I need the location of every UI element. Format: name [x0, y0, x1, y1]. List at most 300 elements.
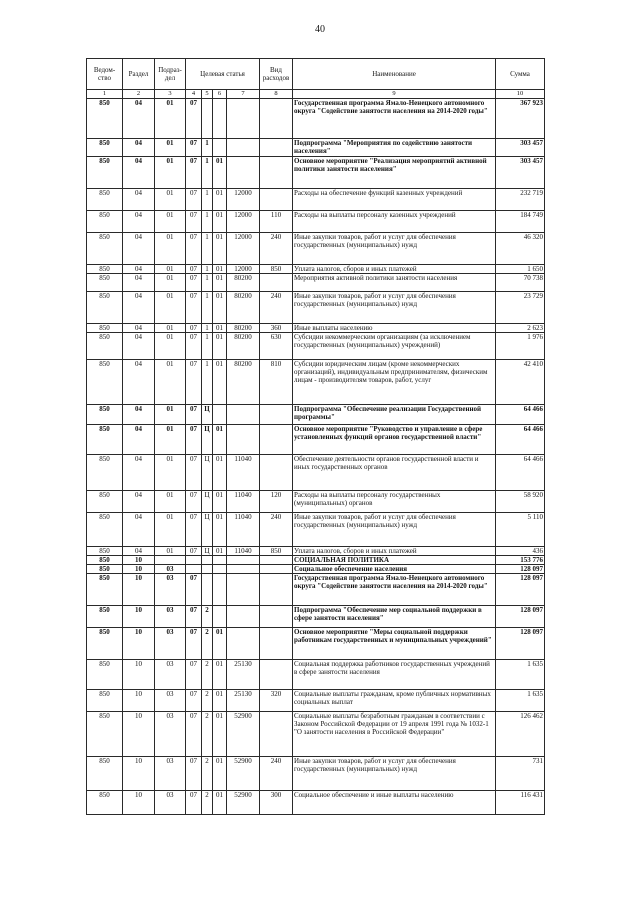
cell-razdel: 04: [123, 99, 155, 139]
cell-target-subprogram: 1: [202, 189, 213, 211]
cell-target-activity: 01: [213, 333, 227, 360]
cell-target-subprogram: Ц: [202, 513, 213, 547]
page-number: 40: [315, 24, 325, 35]
cell-vedomstvo: 850: [87, 547, 123, 556]
cell-podrazdel: 01: [155, 513, 186, 547]
column-number: 9: [293, 90, 496, 99]
cell-target-direction: 11040: [227, 491, 260, 513]
cell-podrazdel: 01: [155, 265, 186, 274]
cell-summa: 64 466: [496, 455, 545, 491]
cell-summa: 126 462: [496, 712, 545, 757]
cell-target-program: [186, 565, 202, 574]
cell-target-activity: 01: [213, 233, 227, 265]
cell-vedomstvo: 850: [87, 757, 123, 791]
cell-naimenovanie: Расходы на выплаты персоналу казенных учреждений: [293, 211, 496, 233]
cell-target-direction: [227, 606, 260, 628]
cell-vid-raskhodov: 850: [260, 547, 293, 556]
cell-vid-raskhodov: [260, 425, 293, 455]
header-vid-raskhodov: Вид расходов: [260, 59, 293, 90]
cell-target-direction: 12000: [227, 211, 260, 233]
cell-razdel: 04: [123, 455, 155, 491]
table-row: [87, 292, 545, 324]
cell-razdel: 04: [123, 274, 155, 292]
cell-target-activity: 01: [213, 157, 227, 189]
table-row: [87, 99, 545, 139]
cell-target-program: 07: [186, 139, 202, 157]
column-number: 3: [155, 90, 186, 99]
cell-target-subprogram: Ц: [202, 405, 213, 425]
cell-target-direction: [227, 556, 260, 565]
cell-podrazdel: 01: [155, 333, 186, 360]
cell-naimenovanie: Подпрограмма "Обеспечение реализации Государственной программы": [293, 405, 496, 425]
cell-razdel: 10: [123, 628, 155, 660]
cell-target-direction: 12000: [227, 265, 260, 274]
cell-vid-raskhodov: [260, 606, 293, 628]
cell-target-subprogram: 1: [202, 274, 213, 292]
cell-target-program: 07: [186, 233, 202, 265]
cell-target-subprogram: Ц: [202, 455, 213, 491]
cell-razdel: 10: [123, 565, 155, 574]
cell-target-activity: 01: [213, 628, 227, 660]
cell-target-activity: [213, 405, 227, 425]
table-row: [87, 628, 545, 660]
cell-target-subprogram: [202, 99, 213, 139]
cell-summa: 1 650: [496, 265, 545, 274]
table-row: [87, 265, 545, 274]
cell-naimenovanie: Социальное обеспечение и иные выплаты населению: [293, 791, 496, 815]
cell-vid-raskhodov: [260, 405, 293, 425]
cell-target-activity: [213, 139, 227, 157]
cell-vid-raskhodov: 240: [260, 757, 293, 791]
cell-razdel: 10: [123, 574, 155, 606]
cell-summa: 731: [496, 757, 545, 791]
cell-target-subprogram: 1: [202, 292, 213, 324]
cell-vid-raskhodov: [260, 455, 293, 491]
cell-vedomstvo: 850: [87, 265, 123, 274]
cell-summa: 232 719: [496, 189, 545, 211]
cell-target-direction: 25130: [227, 690, 260, 712]
cell-naimenovanie: Социальные выплаты безработным гражданам в соответствии с Законом Российской Федерации от 19 апреля 1991 года № 1032-1 "О занятости населения в Российской Федерации": [293, 712, 496, 757]
table-body: [87, 99, 545, 815]
cell-razdel: 04: [123, 360, 155, 405]
cell-target-subprogram: 1: [202, 211, 213, 233]
cell-target-subprogram: 1: [202, 265, 213, 274]
cell-target-activity: 01: [213, 274, 227, 292]
cell-target-subprogram: 2: [202, 606, 213, 628]
table-row: [87, 274, 545, 292]
cell-vedomstvo: 850: [87, 791, 123, 815]
cell-vid-raskhodov: 810: [260, 360, 293, 405]
cell-vedomstvo: 850: [87, 425, 123, 455]
cell-target-direction: [227, 139, 260, 157]
cell-target-subprogram: [202, 565, 213, 574]
cell-target-subprogram: 1: [202, 360, 213, 405]
cell-vid-raskhodov: [260, 574, 293, 606]
cell-podrazdel: 01: [155, 405, 186, 425]
cell-target-direction: 11040: [227, 455, 260, 491]
cell-target-direction: 52900: [227, 791, 260, 815]
cell-vid-raskhodov: 110: [260, 211, 293, 233]
table-row: [87, 660, 545, 690]
cell-summa: 1 976: [496, 333, 545, 360]
cell-vid-raskhodov: [260, 189, 293, 211]
table-row: [87, 513, 545, 547]
cell-target-activity: 01: [213, 265, 227, 274]
cell-target-program: 07: [186, 265, 202, 274]
cell-target-subprogram: Ц: [202, 425, 213, 455]
cell-target-subprogram: 1: [202, 324, 213, 333]
header-razdel: Раздел: [123, 59, 155, 90]
cell-summa: 58 920: [496, 491, 545, 513]
cell-vid-raskhodov: 240: [260, 292, 293, 324]
cell-target-subprogram: 1: [202, 139, 213, 157]
cell-target-program: 07: [186, 292, 202, 324]
cell-podrazdel: 01: [155, 211, 186, 233]
cell-target-direction: [227, 574, 260, 606]
cell-target-program: 07: [186, 491, 202, 513]
cell-vedomstvo: 850: [87, 712, 123, 757]
header-row: [87, 59, 545, 90]
cell-target-activity: 01: [213, 547, 227, 556]
header-podrazdel: Подраз-дел: [155, 59, 186, 90]
cell-vedomstvo: 850: [87, 574, 123, 606]
cell-target-direction: [227, 157, 260, 189]
cell-summa: 1 635: [496, 690, 545, 712]
cell-vedomstvo: 850: [87, 274, 123, 292]
cell-target-program: 07: [186, 712, 202, 757]
cell-podrazdel: [155, 556, 186, 565]
table-row: [87, 333, 545, 360]
cell-target-activity: [213, 565, 227, 574]
cell-podrazdel: 03: [155, 574, 186, 606]
cell-summa: 42 410: [496, 360, 545, 405]
cell-naimenovanie: Уплата налогов, сборов и иных платежей: [293, 547, 496, 556]
cell-target-activity: [213, 556, 227, 565]
cell-target-direction: 12000: [227, 189, 260, 211]
cell-naimenovanie: Иные закупки товаров, работ и услуг для обеспечения государственных (муниципальных) нужд: [293, 757, 496, 791]
cell-naimenovanie: Иные закупки товаров, работ и услуг для обеспечения государственных (муниципальных) нужд: [293, 292, 496, 324]
cell-target-direction: 80200: [227, 274, 260, 292]
cell-razdel: 10: [123, 791, 155, 815]
cell-target-activity: 01: [213, 189, 227, 211]
cell-naimenovanie: Основное мероприятие "Руководство и управление в сфере установленных функций органов государственной власти": [293, 425, 496, 455]
cell-naimenovanie: Иные закупки товаров, работ и услуг для обеспечения государственных (муниципальных) нужд: [293, 513, 496, 547]
cell-razdel: 10: [123, 712, 155, 757]
cell-vid-raskhodov: 630: [260, 333, 293, 360]
cell-naimenovanie: Подпрограмма "Обеспечение мер социальной поддержки в сфере занятости населения": [293, 606, 496, 628]
column-number: 2: [123, 90, 155, 99]
cell-target-activity: 01: [213, 757, 227, 791]
table-row: [87, 425, 545, 455]
cell-target-direction: [227, 405, 260, 425]
cell-razdel: 04: [123, 324, 155, 333]
cell-target-direction: 25130: [227, 660, 260, 690]
cell-target-direction: [227, 628, 260, 660]
cell-target-activity: 01: [213, 690, 227, 712]
cell-target-program: 07: [186, 333, 202, 360]
cell-target-direction: 11040: [227, 513, 260, 547]
cell-target-program: 07: [186, 211, 202, 233]
cell-target-activity: 01: [213, 491, 227, 513]
cell-vedomstvo: 850: [87, 189, 123, 211]
column-number: 8: [260, 90, 293, 99]
cell-naimenovanie: СОЦИАЛЬНАЯ ПОЛИТИКА: [293, 556, 496, 565]
cell-target-subprogram: 2: [202, 757, 213, 791]
cell-vid-raskhodov: 360: [260, 324, 293, 333]
column-number: 1: [87, 90, 123, 99]
cell-naimenovanie: Иные закупки товаров, работ и услуг для обеспечения государственных (муниципальных) нужд: [293, 233, 496, 265]
cell-vedomstvo: 850: [87, 628, 123, 660]
cell-summa: 184 749: [496, 211, 545, 233]
table-row: [87, 565, 545, 574]
cell-vedomstvo: 850: [87, 491, 123, 513]
cell-naimenovanie: Социальная поддержка работников государственных учреждений в сфере занятости населения: [293, 660, 496, 690]
cell-target-activity: 01: [213, 425, 227, 455]
cell-vid-raskhodov: 850: [260, 265, 293, 274]
cell-vedomstvo: 850: [87, 139, 123, 157]
cell-target-program: 07: [186, 574, 202, 606]
cell-vedomstvo: 850: [87, 565, 123, 574]
table-row: [87, 157, 545, 189]
cell-summa: 116 431: [496, 791, 545, 815]
cell-podrazdel: 01: [155, 324, 186, 333]
cell-target-subprogram: 2: [202, 690, 213, 712]
cell-razdel: 10: [123, 606, 155, 628]
cell-vedomstvo: 850: [87, 455, 123, 491]
cell-target-direction: [227, 99, 260, 139]
cell-target-subprogram: 1: [202, 157, 213, 189]
cell-vedomstvo: 850: [87, 513, 123, 547]
cell-naimenovanie: Обеспечение деятельности органов государственной власти и иных государственных органов: [293, 455, 496, 491]
cell-target-direction: 80200: [227, 333, 260, 360]
cell-target-direction: 80200: [227, 324, 260, 333]
cell-podrazdel: 03: [155, 791, 186, 815]
cell-summa: 367 923: [496, 99, 545, 139]
cell-target-direction: 12000: [227, 233, 260, 265]
cell-target-program: 07: [186, 99, 202, 139]
cell-razdel: 10: [123, 556, 155, 565]
cell-podrazdel: 01: [155, 491, 186, 513]
cell-podrazdel: 03: [155, 565, 186, 574]
cell-target-subprogram: 2: [202, 791, 213, 815]
cell-vedomstvo: 850: [87, 333, 123, 360]
cell-razdel: 04: [123, 491, 155, 513]
cell-razdel: 04: [123, 139, 155, 157]
table-row: [87, 606, 545, 628]
cell-podrazdel: 01: [155, 292, 186, 324]
cell-target-subprogram: 2: [202, 628, 213, 660]
cell-vid-raskhodov: [260, 274, 293, 292]
cell-podrazdel: 01: [155, 157, 186, 189]
cell-target-direction: [227, 565, 260, 574]
cell-target-subprogram: 1: [202, 233, 213, 265]
cell-target-program: 07: [186, 274, 202, 292]
cell-summa: 303 457: [496, 139, 545, 157]
cell-target-program: 07: [186, 606, 202, 628]
table-row: [87, 233, 545, 265]
column-number: 7: [227, 90, 260, 99]
cell-podrazdel: 01: [155, 99, 186, 139]
cell-vedomstvo: 850: [87, 660, 123, 690]
cell-vedomstvo: 850: [87, 360, 123, 405]
cell-summa: 303 457: [496, 157, 545, 189]
cell-podrazdel: 01: [155, 274, 186, 292]
cell-razdel: 04: [123, 265, 155, 274]
cell-podrazdel: 03: [155, 660, 186, 690]
table-header: [87, 59, 545, 99]
cell-target-program: 07: [186, 628, 202, 660]
cell-target-direction: 80200: [227, 292, 260, 324]
cell-podrazdel: 03: [155, 757, 186, 791]
cell-naimenovanie: Расходы на выплаты персоналу государственных (муниципальных) органов: [293, 491, 496, 513]
cell-naimenovanie: Основное мероприятие "Меры социальной поддержки работникам государственных и муниципальных учреждений": [293, 628, 496, 660]
cell-razdel: 04: [123, 157, 155, 189]
table-row: [87, 757, 545, 791]
cell-vid-raskhodov: 240: [260, 513, 293, 547]
cell-target-direction: 52900: [227, 757, 260, 791]
cell-target-subprogram: [202, 556, 213, 565]
cell-naimenovanie: Основное мероприятие "Реализация мероприятий активной политики занятости населения": [293, 157, 496, 189]
cell-naimenovanie: Субсидии юридическим лицам (кроме некоммерческих организаций), индивидуальным предпринимателям, физическим лицам - производителям товаров, работ, услуг: [293, 360, 496, 405]
cell-podrazdel: 01: [155, 189, 186, 211]
cell-vedomstvo: 850: [87, 99, 123, 139]
cell-razdel: 04: [123, 405, 155, 425]
cell-summa: 5 110: [496, 513, 545, 547]
cell-naimenovanie: Мероприятия активной политики занятости населения: [293, 274, 496, 292]
cell-target-program: 07: [186, 189, 202, 211]
header-celevaya-statya: Целевая статья: [186, 59, 260, 90]
cell-vid-raskhodov: [260, 556, 293, 565]
cell-target-activity: 01: [213, 211, 227, 233]
cell-vid-raskhodov: [260, 99, 293, 139]
cell-target-program: 07: [186, 405, 202, 425]
cell-razdel: 04: [123, 333, 155, 360]
column-number: 6: [213, 90, 227, 99]
cell-naimenovanie: Социальное обеспечение населения: [293, 565, 496, 574]
cell-summa: 46 320: [496, 233, 545, 265]
cell-target-activity: [213, 99, 227, 139]
cell-target-subprogram: Ц: [202, 491, 213, 513]
cell-target-activity: [213, 606, 227, 628]
cell-target-program: 07: [186, 324, 202, 333]
cell-target-activity: 01: [213, 324, 227, 333]
cell-podrazdel: 01: [155, 425, 186, 455]
cell-target-program: 07: [186, 455, 202, 491]
cell-target-program: 07: [186, 157, 202, 189]
cell-target-program: 07: [186, 360, 202, 405]
cell-vid-raskhodov: [260, 565, 293, 574]
cell-podrazdel: 03: [155, 606, 186, 628]
cell-target-program: 07: [186, 425, 202, 455]
cell-target-subprogram: 1: [202, 333, 213, 360]
cell-summa: 128 097: [496, 606, 545, 628]
table-row: [87, 455, 545, 491]
table-row: [87, 556, 545, 565]
cell-vid-raskhodov: [260, 660, 293, 690]
cell-vid-raskhodov: 320: [260, 690, 293, 712]
table-row: [87, 791, 545, 815]
cell-summa: 23 729: [496, 292, 545, 324]
cell-target-program: 07: [186, 791, 202, 815]
cell-vedomstvo: 850: [87, 211, 123, 233]
cell-vedomstvo: 850: [87, 233, 123, 265]
cell-target-activity: 01: [213, 455, 227, 491]
cell-podrazdel: 03: [155, 712, 186, 757]
cell-vedomstvo: 850: [87, 324, 123, 333]
column-number-row: [87, 90, 545, 99]
table-row: [87, 405, 545, 425]
cell-naimenovanie: Расходы на обеспечение функций казенных учреждений: [293, 189, 496, 211]
cell-naimenovanie: Подпрограмма "Мероприятия по содействию занятости населения": [293, 139, 496, 157]
cell-vid-raskhodov: [260, 139, 293, 157]
cell-target-direction: 80200: [227, 360, 260, 405]
header-vedomstvo: Ведом-ство: [87, 59, 123, 90]
cell-podrazdel: 03: [155, 690, 186, 712]
table-row: [87, 139, 545, 157]
cell-vedomstvo: 850: [87, 606, 123, 628]
cell-target-program: 07: [186, 690, 202, 712]
cell-vid-raskhodov: [260, 712, 293, 757]
column-number: 4: [186, 90, 202, 99]
cell-target-subprogram: Ц: [202, 547, 213, 556]
cell-razdel: 04: [123, 211, 155, 233]
cell-vid-raskhodov: 240: [260, 233, 293, 265]
cell-target-subprogram: 2: [202, 660, 213, 690]
cell-target-activity: 01: [213, 360, 227, 405]
cell-summa: 436: [496, 547, 545, 556]
cell-vid-raskhodov: 300: [260, 791, 293, 815]
cell-target-activity: [213, 574, 227, 606]
cell-podrazdel: 01: [155, 360, 186, 405]
cell-razdel: 04: [123, 513, 155, 547]
table-row: [87, 491, 545, 513]
table-row: [87, 690, 545, 712]
cell-summa: 2 623: [496, 324, 545, 333]
cell-razdel: 10: [123, 660, 155, 690]
cell-target-subprogram: 2: [202, 712, 213, 757]
cell-summa: 1 635: [496, 660, 545, 690]
cell-vid-raskhodov: [260, 157, 293, 189]
cell-naimenovanie: Социальные выплаты гражданам, кроме публичных нормативных социальных выплат: [293, 690, 496, 712]
cell-summa: 64 466: [496, 425, 545, 455]
header-naimenovanie: Наименование: [293, 59, 496, 90]
cell-podrazdel: 01: [155, 547, 186, 556]
cell-vedomstvo: 850: [87, 690, 123, 712]
cell-target-program: 07: [186, 547, 202, 556]
cell-vid-raskhodov: 120: [260, 491, 293, 513]
cell-vedomstvo: 850: [87, 292, 123, 324]
cell-naimenovanie: Государственная программа Ямало-Ненецкого автономного округа "Содействие занятости населения на 2014-2020 годы": [293, 574, 496, 606]
cell-podrazdel: 01: [155, 139, 186, 157]
cell-summa: 128 097: [496, 565, 545, 574]
column-number: 5: [202, 90, 213, 99]
cell-target-activity: 01: [213, 660, 227, 690]
budget-table: [86, 58, 545, 815]
cell-summa: 64 466: [496, 405, 545, 425]
cell-target-direction: [227, 425, 260, 455]
cell-vedomstvo: 850: [87, 405, 123, 425]
cell-target-activity: 01: [213, 712, 227, 757]
cell-podrazdel: 01: [155, 233, 186, 265]
cell-podrazdel: 01: [155, 455, 186, 491]
cell-summa: 128 097: [496, 628, 545, 660]
table-row: [87, 360, 545, 405]
cell-vedomstvo: 850: [87, 157, 123, 189]
cell-vid-raskhodov: [260, 628, 293, 660]
cell-target-activity: 01: [213, 791, 227, 815]
cell-naimenovanie: Субсидии некоммерческим организациям (за исключением государственных (муниципальных) учреждений): [293, 333, 496, 360]
cell-razdel: 10: [123, 690, 155, 712]
